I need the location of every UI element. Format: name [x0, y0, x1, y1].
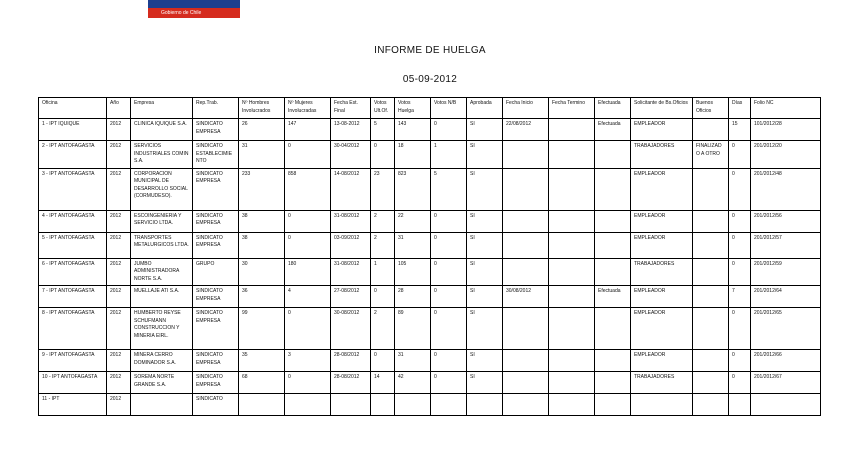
table-cell: 5 [371, 119, 395, 141]
table-cell: SI [467, 372, 503, 394]
col-header-fecha-inicio: Fecha Inicio [503, 98, 549, 119]
table-cell: 14 [371, 372, 395, 394]
table-cell: 23 [371, 168, 395, 210]
table-cell: EMPLEADOR [631, 232, 693, 258]
table-cell: 1 [431, 141, 467, 169]
table-cell [503, 210, 549, 232]
table-cell [503, 232, 549, 258]
table-cell: 38 [239, 210, 285, 232]
table-cell: Efectuada [595, 286, 631, 308]
table-cell: 201/2012/64 [751, 286, 821, 308]
table-cell: 31-08/2012 [331, 210, 371, 232]
table-cell: 30 [239, 258, 285, 286]
table-cell: 0 [729, 372, 751, 394]
table-row [39, 394, 821, 416]
table-cell: 0 [431, 286, 467, 308]
table-cell: JUMBO ADMINISTRADORA NORTE S.A. [131, 258, 193, 286]
table-cell: 0 [371, 141, 395, 169]
table-cell: EMPLEADOR [631, 168, 693, 210]
table-cell [595, 394, 631, 416]
col-header-hombres: Nº Hombres Involucrados [239, 98, 285, 119]
table-cell [331, 394, 371, 416]
table-cell: MUELLAJE ATI S.A. [131, 286, 193, 308]
table-cell: 7 [729, 286, 751, 308]
table-row [39, 350, 821, 372]
table-cell: 143 [395, 119, 431, 141]
table-cell [595, 168, 631, 210]
table-cell: SI [467, 258, 503, 286]
table-cell: 0 [729, 232, 751, 258]
table-cell [549, 308, 595, 350]
table-cell: Efectuada [595, 119, 631, 141]
table-cell: SINDICATO EMPRESA [193, 119, 239, 141]
table-cell: 2012 [107, 258, 131, 286]
table-cell [371, 394, 395, 416]
table-cell: 0 [285, 308, 331, 350]
table-cell: 1 [371, 258, 395, 286]
table-cell [503, 394, 549, 416]
table-row [39, 232, 821, 258]
table-cell [693, 286, 729, 308]
table-cell [693, 210, 729, 232]
table-cell [595, 372, 631, 394]
table-cell: 201/2012/59 [751, 258, 821, 286]
table-cell [431, 394, 467, 416]
table-cell: 10 - IPT ANTOFAGASTA [39, 372, 107, 394]
table-cell: 9 - IPT ANTOFAGASTA [39, 350, 107, 372]
table-cell: SINDICATO EMPRESA [193, 372, 239, 394]
table-cell [549, 232, 595, 258]
table-cell: 4 [285, 286, 331, 308]
table-cell: 2 - IPT ANTOFAGASTA [39, 141, 107, 169]
table-cell: SI [467, 308, 503, 350]
table-cell: 31 [395, 350, 431, 372]
table-cell: 2012 [107, 168, 131, 210]
table-cell: 201/2012/67 [751, 372, 821, 394]
table-cell: SINDICATO [193, 394, 239, 416]
table-cell: 201/2012/65 [751, 308, 821, 350]
table-cell: 0 [371, 350, 395, 372]
table-cell: 28-08/2012 [331, 372, 371, 394]
table-cell: ESCOINGENIERIA Y SERVICIO LTDA. [131, 210, 193, 232]
table-cell [595, 141, 631, 169]
table-cell: 5 [431, 168, 467, 210]
table-cell: 858 [285, 168, 331, 210]
table-cell: SINDICATO EMPRESA [193, 308, 239, 350]
table-cell: 4 - IPT ANTOFAGASTA [39, 210, 107, 232]
table-cell: 5 - IPT ANTOFAGASTA [39, 232, 107, 258]
table-cell: 30-04/2012 [331, 141, 371, 169]
table-cell: 7 - IPT ANTOFAGASTA [39, 286, 107, 308]
col-header-buenos-oficios: Buenos Oficios [693, 98, 729, 119]
table-cell [503, 308, 549, 350]
table-cell: SINDICATO EMPRESA [193, 350, 239, 372]
table-cell: 0 [285, 141, 331, 169]
table-cell [549, 141, 595, 169]
table-cell: 3 - IPT ANTOFAGASTA [39, 168, 107, 210]
table-cell [503, 141, 549, 169]
table-cell: 2012 [107, 350, 131, 372]
table-row [39, 119, 821, 141]
table-row [39, 210, 821, 232]
table-cell: 2 [371, 210, 395, 232]
table-cell: 0 [431, 119, 467, 141]
table-cell: 2 [371, 232, 395, 258]
table-cell: 2012 [107, 286, 131, 308]
table-cell: 2012 [107, 210, 131, 232]
table-cell: SI [467, 350, 503, 372]
table-cell: 0 [431, 350, 467, 372]
table-cell [693, 168, 729, 210]
col-header-votos-huelga: Votos Huelga [395, 98, 431, 119]
table-cell [503, 372, 549, 394]
table-cell: 2 [371, 308, 395, 350]
table-cell [693, 372, 729, 394]
table-cell [503, 168, 549, 210]
table-cell: 03-09/2012 [331, 232, 371, 258]
table-cell: 8 - IPT ANTOFAGASTA [39, 308, 107, 350]
table-cell: EMPLEADOR [631, 286, 693, 308]
table-cell [693, 232, 729, 258]
table-cell: EMPLEADOR [631, 350, 693, 372]
table-cell: 0 [431, 210, 467, 232]
table-cell: 0 [431, 258, 467, 286]
table-cell: TRABAJADORES [631, 372, 693, 394]
table-cell: SI [467, 232, 503, 258]
table-cell [693, 350, 729, 372]
table-cell: 22 [395, 210, 431, 232]
table-row [39, 286, 821, 308]
col-header-efectuada: Efectuada [595, 98, 631, 119]
table-cell: 2012 [107, 394, 131, 416]
table-cell: 18 [395, 141, 431, 169]
table-cell: 35 [239, 350, 285, 372]
table-cell [131, 394, 193, 416]
table-cell: EMPLEADOR [631, 210, 693, 232]
table-cell: TRABAJADORES [631, 258, 693, 286]
table-cell: 11 - IPT [39, 394, 107, 416]
table-cell: 36 [239, 286, 285, 308]
table-cell [503, 258, 549, 286]
table-cell: SINDICATO ESTABLECIMIENTO [193, 141, 239, 169]
table-row [39, 372, 821, 394]
table-cell: 105 [395, 258, 431, 286]
table-cell: 0 [285, 210, 331, 232]
table-cell: SINDICATO EMPRESA [193, 210, 239, 232]
table-cell: 31 [395, 232, 431, 258]
table-cell: 2012 [107, 372, 131, 394]
table-cell: 0 [729, 308, 751, 350]
table-cell [549, 350, 595, 372]
table-cell: 30/08/2012 [503, 286, 549, 308]
table-cell: 26 [239, 119, 285, 141]
table-cell: 0 [431, 232, 467, 258]
table-cell: 147 [285, 119, 331, 141]
table-cell: 2012 [107, 141, 131, 169]
table-cell [549, 210, 595, 232]
table-cell: 2012 [107, 119, 131, 141]
col-header-ano: Año [107, 98, 131, 119]
table-cell: 0 [285, 372, 331, 394]
col-header-votos-nb: Votos N/B [431, 98, 467, 119]
report-date: 05-09-2012 [402, 74, 458, 85]
table-cell: MINERA CERRO DOMINADOR S.A. [131, 350, 193, 372]
table-cell: 3 [285, 350, 331, 372]
table-cell: SI [467, 286, 503, 308]
table-cell: 1 - IPT IQUIQUE [39, 119, 107, 141]
table-cell: 0 [371, 286, 395, 308]
col-header-dias: Días [729, 98, 751, 119]
table-cell: 27-08/2012 [331, 286, 371, 308]
table-header-row [39, 98, 821, 119]
table-cell: 823 [395, 168, 431, 210]
table-cell [549, 286, 595, 308]
table-cell [549, 119, 595, 141]
table-cell [631, 394, 693, 416]
table-cell: 28 [395, 286, 431, 308]
table-cell: TRABAJADORES [631, 141, 693, 169]
col-header-empresa: Empresa [131, 98, 193, 119]
table-cell: 30-08/2012 [331, 308, 371, 350]
table-cell: 42 [395, 372, 431, 394]
table-cell: SINDICATO EMPRESA [193, 168, 239, 210]
table-cell: GRUPO [193, 258, 239, 286]
col-header-folio: Folio NC [751, 98, 821, 119]
table-cell: 233 [239, 168, 285, 210]
table-cell: 0 [729, 350, 751, 372]
table-cell [285, 394, 331, 416]
table-cell: 38 [239, 232, 285, 258]
table-cell [549, 258, 595, 286]
table-cell [467, 394, 503, 416]
table-cell: 14-08/2012 [331, 168, 371, 210]
table-cell [595, 258, 631, 286]
table-cell: 31 [239, 141, 285, 169]
table-cell [693, 394, 729, 416]
table-cell [693, 308, 729, 350]
table-cell [595, 350, 631, 372]
table-cell [595, 210, 631, 232]
table-cell: 31-08/2012 [331, 258, 371, 286]
table-cell: 15 [729, 119, 751, 141]
table-cell: 89 [395, 308, 431, 350]
table-cell [595, 232, 631, 258]
col-header-oficina: Oficina [39, 98, 107, 119]
table-cell: 2012 [107, 232, 131, 258]
table-cell [239, 394, 285, 416]
table-cell: 0 [729, 141, 751, 169]
table-cell: 0 [729, 168, 751, 210]
table-cell: HUMBERTO REYSE SCHUFMANN CONSTRUCCION Y MINERIA EIRL. [131, 308, 193, 350]
table-cell: 201/2012/20 [751, 141, 821, 169]
col-header-fecha-termino: Fecha Termino [549, 98, 595, 119]
table-cell: 0 [285, 232, 331, 258]
table-cell: SOREMA NORTE GRANDE S.A. [131, 372, 193, 394]
table-cell: 0 [729, 210, 751, 232]
table-cell [549, 394, 595, 416]
table-cell: 0 [431, 308, 467, 350]
table-cell: 201/2012/48 [751, 168, 821, 210]
col-header-rep-trab: Rep.Trab. [193, 98, 239, 119]
table-cell: SINDICATO EMPRESA [193, 232, 239, 258]
table-cell: 6 - IPT ANTOFAGASTA [39, 258, 107, 286]
table-cell: EMPLEADOR [631, 119, 693, 141]
table-cell [751, 394, 821, 416]
table-cell: 22/08/2012 [503, 119, 549, 141]
table-cell: 0 [431, 372, 467, 394]
table-cell [729, 394, 751, 416]
table-cell [549, 372, 595, 394]
table-cell: SINDICATO EMPRESA [193, 286, 239, 308]
table-cell: 68 [239, 372, 285, 394]
table-cell [693, 258, 729, 286]
table-cell: SERVICIOS INDUSTRIALES COMIN S.A. [131, 141, 193, 169]
table-cell [549, 168, 595, 210]
table-cell: 180 [285, 258, 331, 286]
table-cell: 101/2012/28 [751, 119, 821, 141]
col-header-fecha-est: Fecha Est. Final [331, 98, 371, 119]
table-cell: 201/2012/56 [751, 210, 821, 232]
table-cell [595, 308, 631, 350]
table-cell: 28-08/2012 [331, 350, 371, 372]
table-cell [693, 119, 729, 141]
table-cell: EMPLEADOR [631, 308, 693, 350]
table-cell [395, 394, 431, 416]
table-cell: SI [467, 119, 503, 141]
report-title: INFORME DE HUELGA [374, 45, 486, 56]
table-cell: 0 [729, 258, 751, 286]
table-cell: 99 [239, 308, 285, 350]
table-cell: FINALIZADO A OTRO [693, 141, 729, 169]
col-header-mujeres: Nº Mujeres Involucradas [285, 98, 331, 119]
table-cell: SI [467, 168, 503, 210]
table-cell: SI [467, 210, 503, 232]
table-cell: 2012 [107, 308, 131, 350]
col-header-aprobada: Aprobada [467, 98, 503, 119]
table-cell [503, 350, 549, 372]
table-row [39, 141, 821, 169]
table-cell: 201/2012/57 [751, 232, 821, 258]
table-row [39, 308, 821, 350]
table-row [39, 258, 821, 286]
table-cell: CORPORACION MUNICIPAL DE DESARROLLO SOCIAL (CORMUDESO). [131, 168, 193, 210]
table-cell: CLINICA IQUIQUE S.A. [131, 119, 193, 141]
strike-report-table [38, 97, 821, 416]
col-header-solicitante: Solicitante de Bs.Oficios [631, 98, 693, 119]
table-cell: 13-08-2012 [331, 119, 371, 141]
logo-text: Gobierno de Chile [161, 10, 202, 16]
table-cell: 201/2012/66 [751, 350, 821, 372]
table-cell: TRANSPORTES METALURGICOS LTDA. [131, 232, 193, 258]
col-header-votos-ult: Votos Ult.Of. [371, 98, 395, 119]
table-row [39, 168, 821, 210]
table-cell: SI [467, 141, 503, 169]
